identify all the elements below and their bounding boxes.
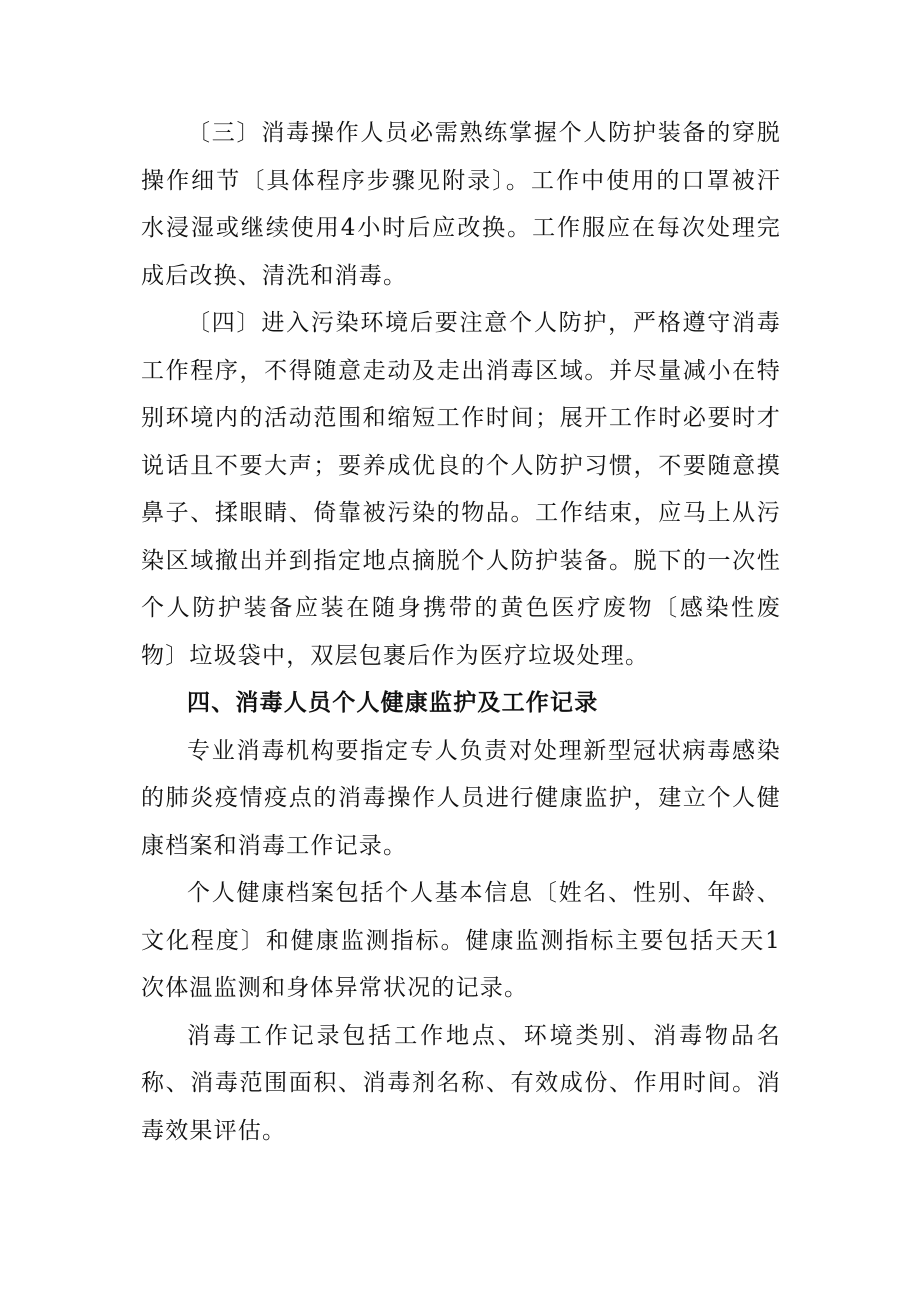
paragraph-work-records: 消毒工作记录包括工作地点、环境类别、消毒物品名称、消毒范围面积、消毒剂名称、有效成份、作用时间。消毒效果评估。 <box>141 1022 781 1144</box>
document-page <box>141 110 781 1155</box>
section-heading: 四、消毒人员个人健康监护及工作记录 <box>187 690 599 716</box>
paragraph-health-monitoring: 专业消毒机构要指定专人负责对处理新型冠状病毒感染的肺炎疫情疫点的消毒操作人员进行健康监护，建立个人健康档案和消毒工作记录。 <box>141 737 781 859</box>
paragraph-item-4: 〔四〕进入污染环境后要注意个人防护，严格遵守消毒工作程序，不得随意走动及走出消毒区域。并尽量减小在特别环境内的活动范围和缩短工作时间；展开工作时必要时才说话且不要大声；要养成优良的个人防护习惯，不要随意摸鼻子、揉眼睛、倚靠被污染的物品。工作结束，应马上从污染区域撤出并到指定地点摘脱个人防护装备。脱下的一次性个人防护装备应装在随身携带的黄色医疗废物〔感染性废物〕垃圾袋中，双层包裹后作为医疗垃圾处理。 <box>141 310 781 669</box>
paragraph-health-records: 个人健康档案包括个人基本信息〔姓名、性别、年龄、文化程度〕和健康监测指标。健康监测指标主要包括天天1次体温监测和身体异常状况的记录。 <box>141 880 781 1001</box>
paragraph-item-3: 〔三〕消毒操作人员必需熟练掌握个人防护装备的穿脱操作细节〔具体程序步骤见附录〕。工作中使用的口罩被汗水浸湿或继续使用4小时后应改换。工作服应在每次处理完成后改换、清洗和消毒。 <box>141 120 781 289</box>
